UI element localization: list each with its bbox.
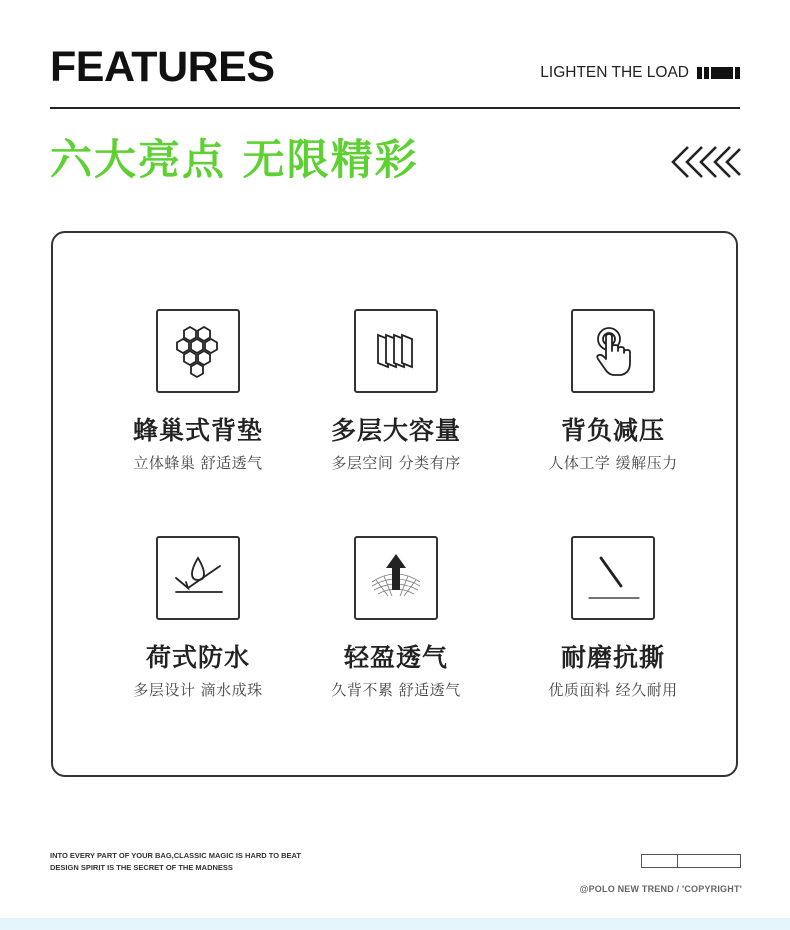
feature-title: 背负减压: [560, 416, 665, 445]
footer-text: [50, 850, 301, 874]
bars-decoration-icon: [697, 67, 740, 79]
feature-item: [286, 536, 506, 700]
feature-subtitle: 久背不累 舒适透气: [331, 681, 461, 699]
feature-subtitle: 人体工学 缓解压力: [548, 454, 678, 472]
footer-line-2: DESIGN SPIRIT IS THE SECRET OF THE MADNESS: [50, 863, 233, 872]
layers-icon: [354, 309, 438, 393]
bottom-band: [0, 918, 790, 930]
page-title: FEATURES: [50, 43, 275, 91]
feature-title: 蜂巢式背垫: [132, 416, 263, 445]
feature-title: 轻盈透气: [343, 643, 448, 672]
feature-item: [503, 536, 723, 700]
feature-title: 多层大容量: [330, 416, 461, 445]
feature-item: [88, 536, 308, 700]
honeycomb-icon: [156, 309, 240, 393]
tagline: [540, 64, 740, 82]
footer-box-divider: [677, 855, 678, 867]
breathable-mesh-arrow-icon: [354, 536, 438, 620]
feature-subtitle: 多层空间 分类有序: [331, 454, 461, 472]
slogan-heading: 六大亮点 无限精彩: [50, 135, 419, 184]
features-card: [51, 231, 738, 777]
footer-line-1: INTO EVERY PART OF YOUR BAG,CLASSIC MAGIC IS HARD TO BEAT: [50, 851, 301, 860]
feature-title: 耐磨抗撕: [560, 643, 665, 672]
feature-subtitle: 优质面料 经久耐用: [548, 681, 678, 699]
feature-subtitle: 立体蜂巢 舒适透气: [133, 454, 263, 472]
touch-finger-icon: [571, 309, 655, 393]
tagline-text: LIGHTEN THE LOAD: [540, 64, 689, 81]
header-divider: [50, 107, 740, 109]
needle-scratch-icon: [571, 536, 655, 620]
feature-subtitle: 多层设计 滴水成珠: [133, 681, 263, 699]
chevrons-left-icon: [668, 143, 742, 181]
copyright-text: @POLO NEW TREND / 'COPYRIGHT': [579, 884, 742, 894]
feature-title: 荷式防水: [145, 643, 250, 672]
water-drop-icon: [156, 536, 240, 620]
feature-item: [88, 309, 308, 473]
feature-item: [286, 309, 506, 473]
feature-item: [503, 309, 723, 473]
footer-box-decoration: [641, 854, 741, 868]
